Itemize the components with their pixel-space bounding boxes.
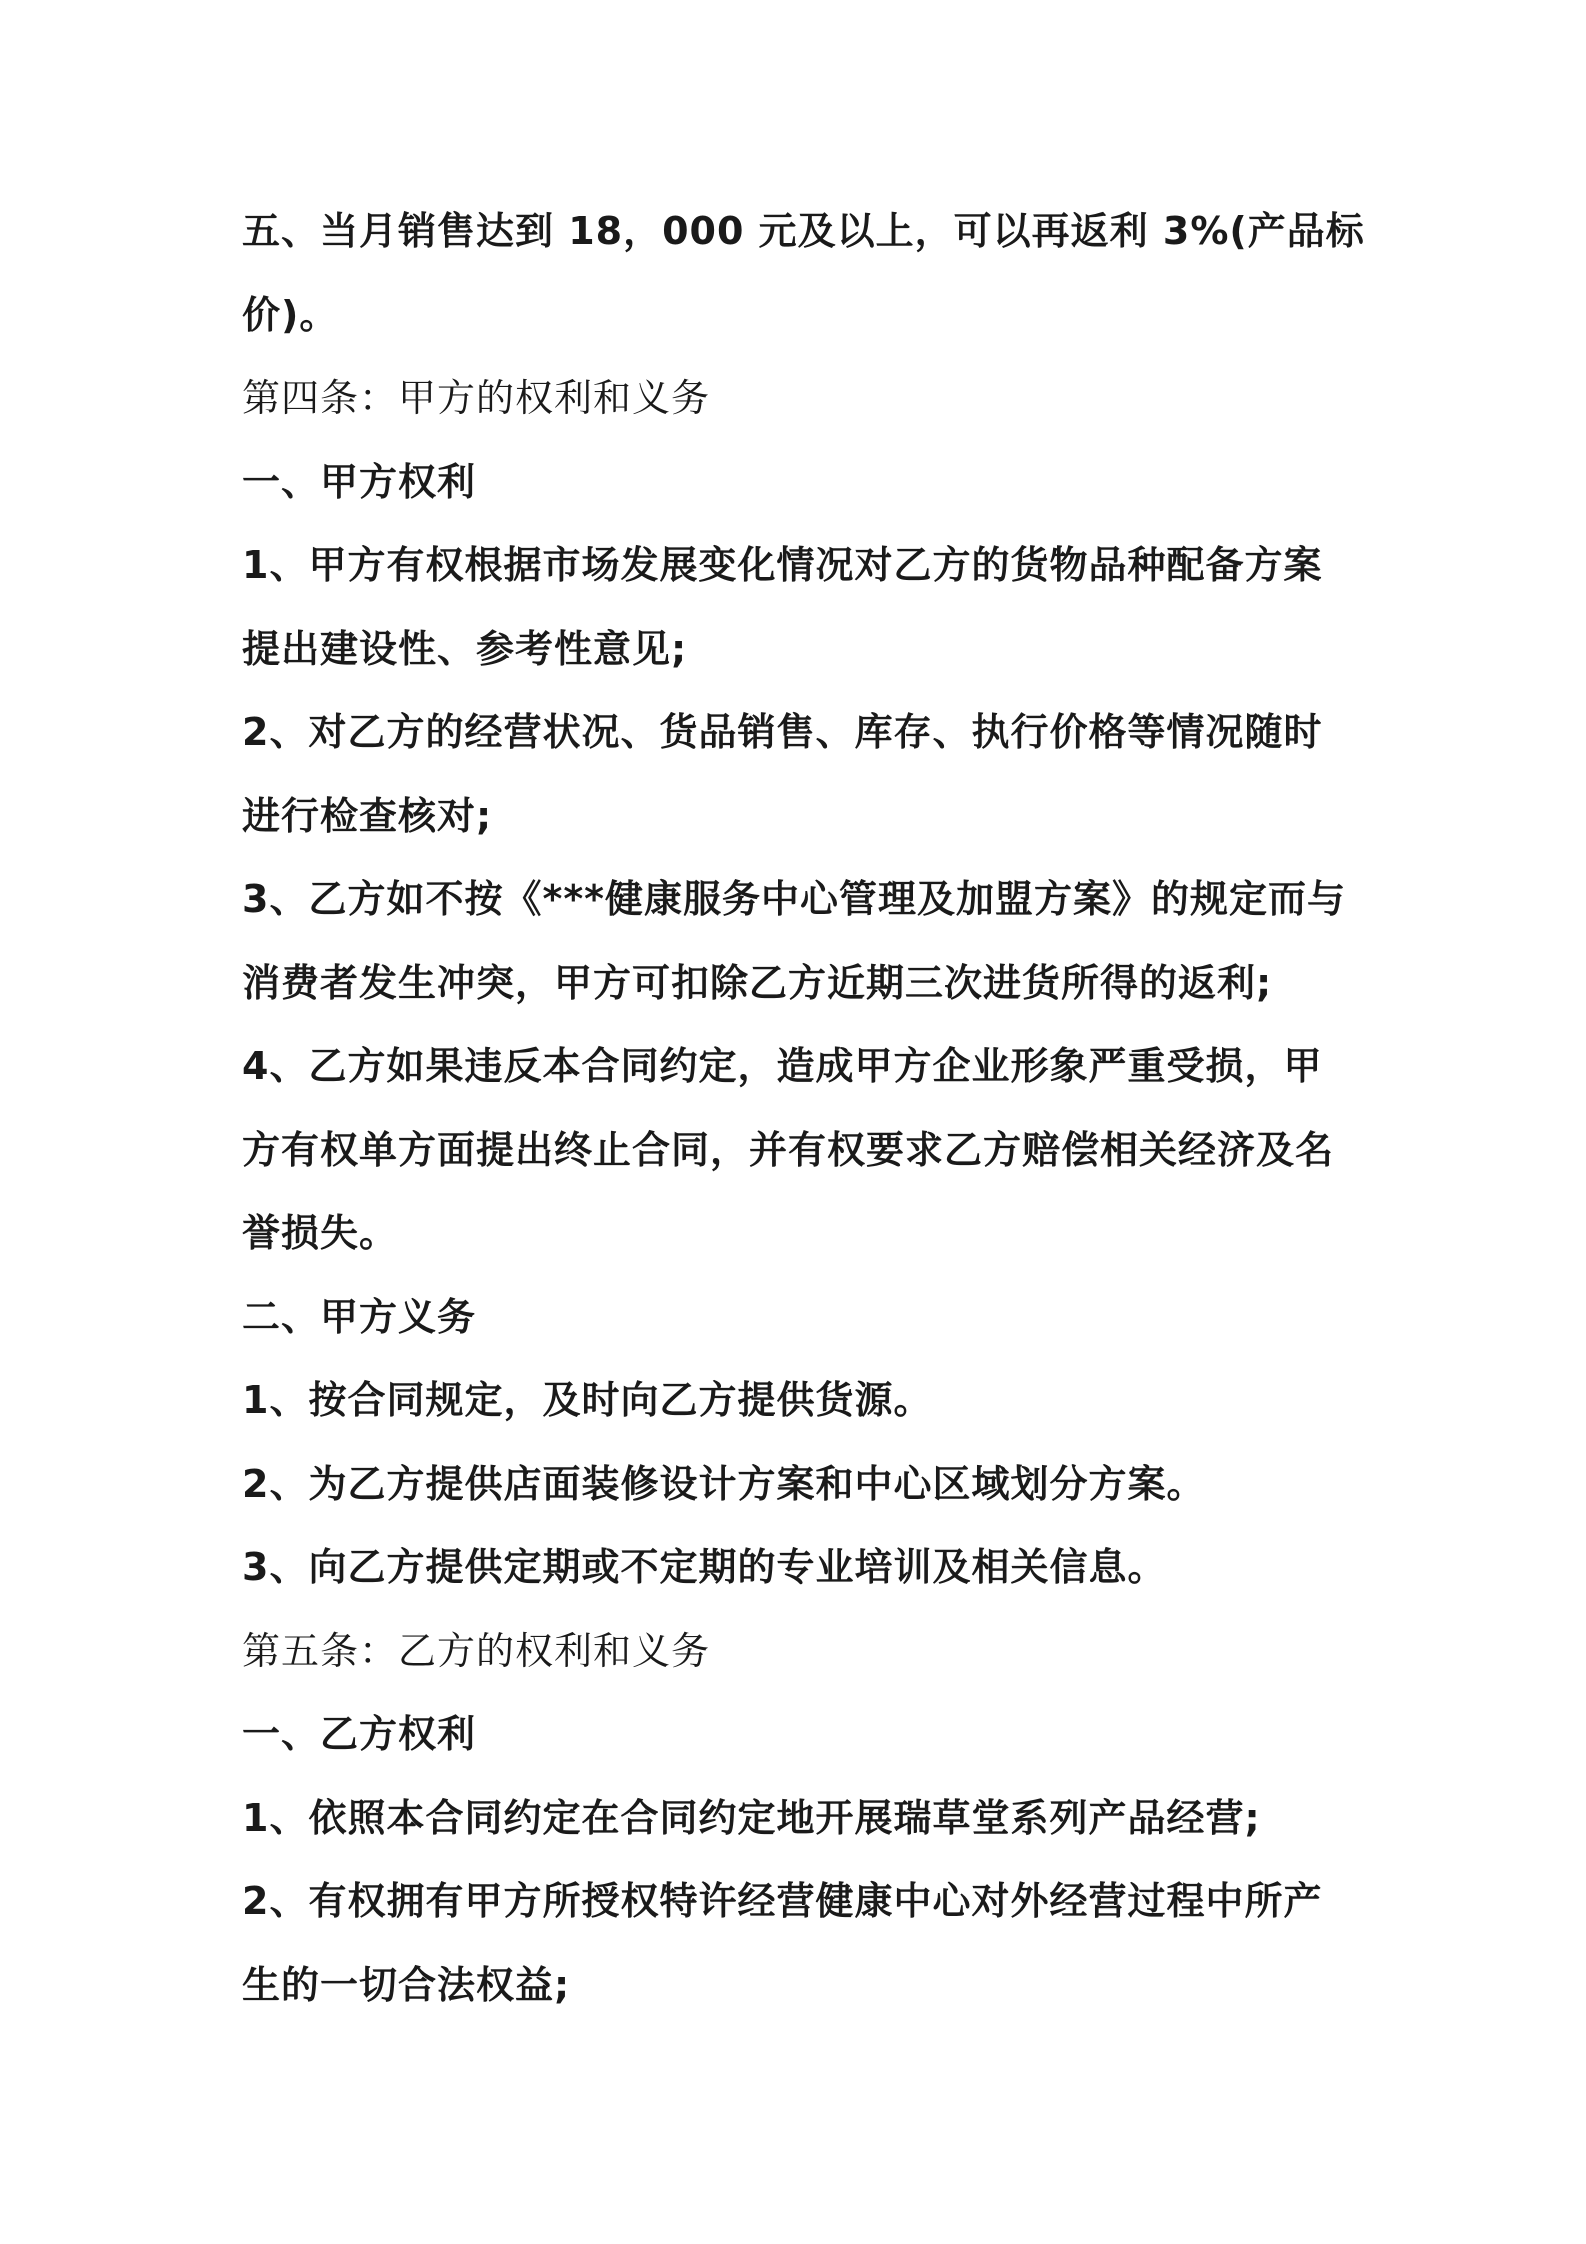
document-body	[242, 190, 1365, 2027]
party-b-right-2-line-2: 生的一切合法权益;	[242, 1962, 571, 2007]
clause-5-rebate-line-1: 五、当月销售达到 18，000 元及以上，可以再返利 3%(产品标	[242, 209, 1365, 253]
party-b-rights-heading: 一、乙方权利	[242, 1712, 477, 1756]
article-5-heading: 第五条：乙方的权利和义务	[242, 1628, 711, 1673]
party-a-duty-3: 3、向乙方提供定期或不定期的专业培训及相关信息。	[242, 1545, 1167, 1589]
clause-5-rebate-line-2: 价)。	[242, 292, 339, 337]
party-a-duty-1: 1、按合同规定，及时向乙方提供货源。	[242, 1378, 933, 1422]
party-b-right-2-line-1: 2、有权拥有甲方所授权特许经营健康中心对外经营过程中所产	[242, 1879, 1323, 1923]
party-a-right-2-line-1: 2、对乙方的经营状况、货品销售、库存、执行价格等情况随时	[242, 710, 1323, 754]
party-a-right-1-line-1: 1、甲方有权根据市场发展变化情况对乙方的货物品种配备方案	[242, 543, 1323, 587]
party-a-right-4-line-2: 方有权单方面提出终止合同，并有权要求乙方赔偿相关经济及名	[242, 1127, 1335, 1172]
party-a-right-4-line-3: 誉损失。	[242, 1211, 399, 1255]
article-4-heading: 第四条：甲方的权利和义务	[242, 376, 711, 420]
party-a-rights-heading: 一、甲方权利	[242, 459, 477, 504]
party-a-duties-heading: 二、甲方义务	[242, 1294, 477, 1339]
party-a-right-2-line-2: 进行检查核对;	[242, 793, 493, 838]
party-a-duty-2: 2、为乙方提供店面装修设计方案和中心区域划分方案。	[242, 1461, 1206, 1506]
party-a-right-1-line-2: 提出建设性、参考性意见;	[242, 626, 688, 671]
party-a-right-4-line-1: 4、乙方如果违反本合同约定，造成甲方企业形象严重受损，甲	[242, 1044, 1323, 1088]
party-a-right-3-line-1: 3、乙方如不按《***健康服务中心管理及加盟方案》的规定而与	[242, 877, 1347, 921]
party-b-right-1: 1、依照本合同约定在合同约定地开展瑞草堂系列产品经营;	[242, 1795, 1261, 1840]
party-a-right-3-line-2: 消费者发生冲突，甲方可扣除乙方近期三次进货所得的返利;	[242, 960, 1273, 1005]
